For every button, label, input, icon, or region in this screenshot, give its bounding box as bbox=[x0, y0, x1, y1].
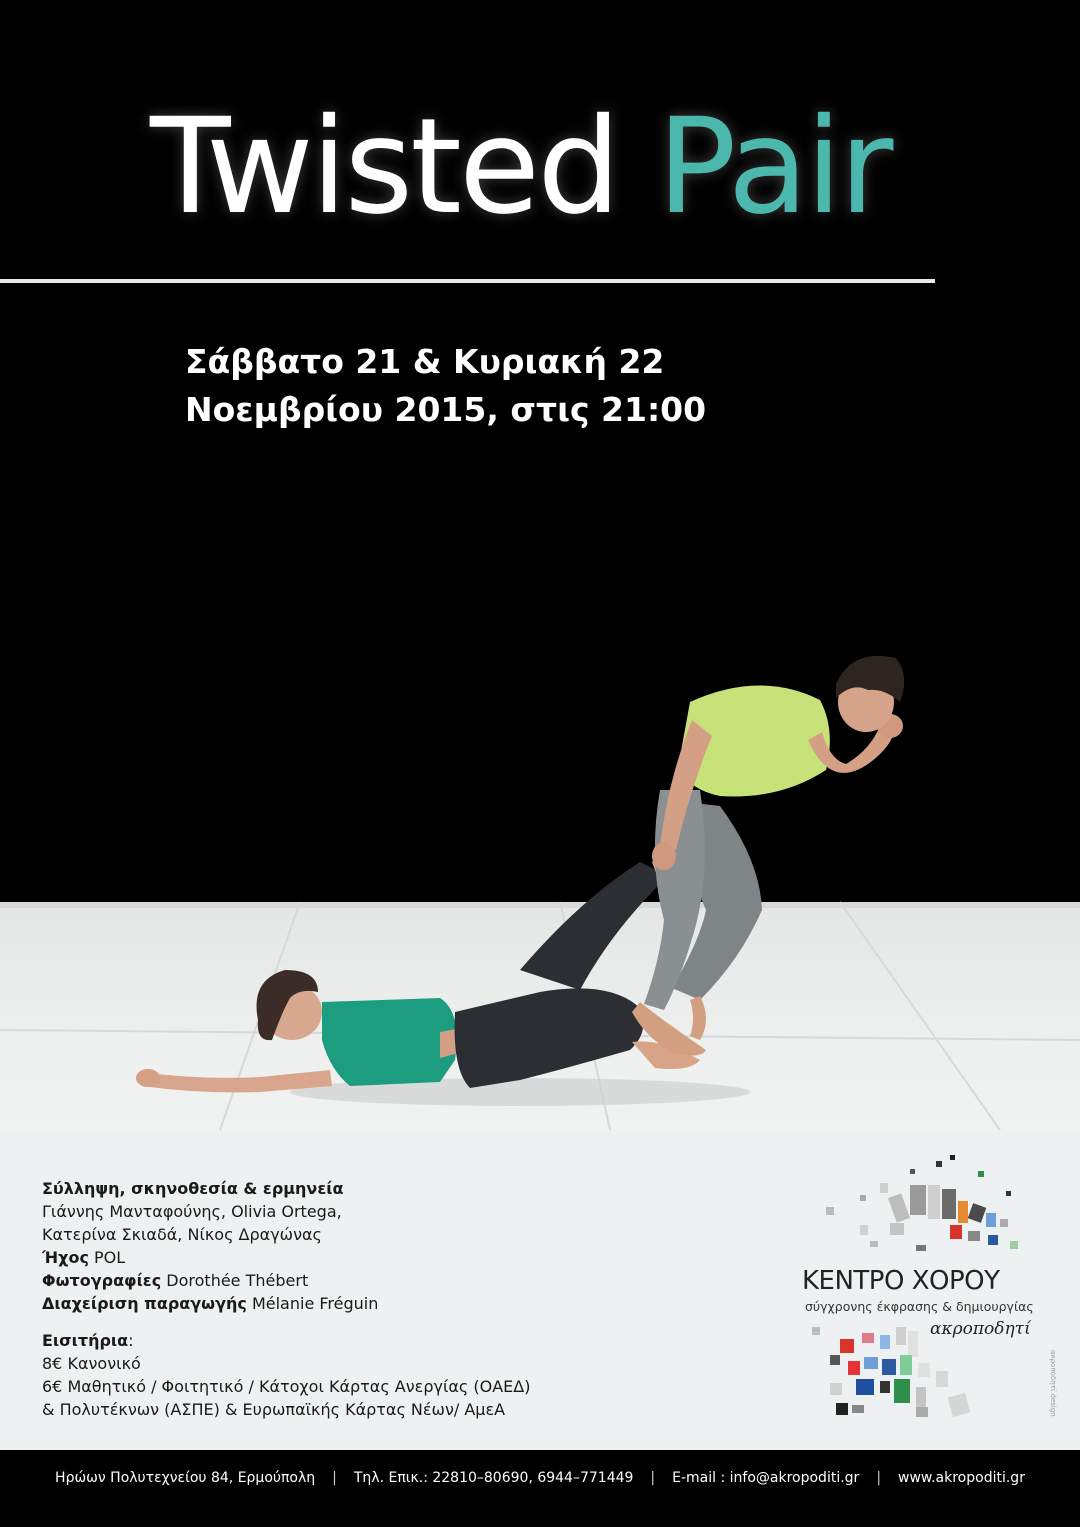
ticket-regular: 8€ Κανονικό bbox=[42, 1354, 141, 1373]
event-date bbox=[185, 338, 885, 434]
concept-label: Σύλληψη, σκηνοθεσία & ερμηνεία bbox=[42, 1179, 344, 1198]
title-part-1: Twisted bbox=[150, 90, 618, 244]
logo-name: ΚΕΝΤΡΟ ΧΟΡΟΥ bbox=[802, 1266, 1000, 1296]
footer-phone: Τηλ. Επικ.: 22810–80690, 6944–771449 bbox=[353, 1470, 634, 1486]
photo-label: Φωτογραφίες bbox=[42, 1271, 162, 1290]
ticket-reduced-line-2: & Πολυτέκνων (ΑΣΠΕ) & Ευρωπαϊκής Κάρτας Νέων/ ΑμεΑ bbox=[42, 1400, 506, 1419]
footer-separator: | bbox=[650, 1470, 656, 1486]
title-part-2: Pair bbox=[656, 90, 891, 244]
credits-block bbox=[42, 1177, 602, 1421]
dancers-photo bbox=[0, 640, 1080, 1130]
production-value: Mélanie Fréguin bbox=[251, 1294, 379, 1313]
tickets-colon: : bbox=[128, 1331, 134, 1350]
footer-contact-row bbox=[0, 1466, 1080, 1490]
date-line-1: Σάββατο 21 & Κυριακή 22 bbox=[185, 342, 665, 381]
logo-script: ακροποδητί bbox=[930, 1319, 1031, 1339]
sound-value: POL bbox=[94, 1248, 126, 1267]
title-divider bbox=[0, 279, 935, 283]
vertical-design-credit: ακροποδητί design bbox=[1049, 1350, 1057, 1417]
footer-separator: | bbox=[876, 1470, 882, 1486]
tickets-label: Εισιτήρια bbox=[42, 1331, 129, 1350]
footer-separator: | bbox=[332, 1470, 337, 1486]
concept-names-line-2: Κατερίνα Σκιαδά, Νίκος Δραγώνας bbox=[42, 1225, 322, 1244]
footer-address: Ηρώων Πολυτεχνείου 84, Ερμούπολη bbox=[55, 1470, 316, 1486]
woman-dancer bbox=[136, 836, 702, 1092]
footer-website[interactable]: www.akropoditi.gr bbox=[898, 1470, 1025, 1486]
logo-subtitle: σύγχρονης έκφρασης & δημιουργίας bbox=[805, 1299, 1034, 1314]
date-line-2: Νοεμβρίου 2015, στις 21:00 bbox=[185, 390, 707, 429]
footer-email[interactable]: E-mail : info@akropoditi.gr bbox=[672, 1470, 860, 1486]
concept-names-line-1: Γιάννης Μανταφούνης, Olivia Ortega, bbox=[42, 1202, 342, 1221]
sound-label: Ήχος bbox=[42, 1248, 89, 1267]
ticket-reduced-line-1: 6€ Μαθητικό / Φοιτητικό / Κάτοχοι Κάρτας Ανεργίας (ΟΑΕΔ) bbox=[42, 1377, 531, 1396]
photo-value: Dorothée Thébert bbox=[166, 1271, 309, 1290]
production-label: Διαχείριση παραγωγής bbox=[42, 1294, 247, 1313]
man-dancer bbox=[632, 656, 904, 1056]
poster-title bbox=[150, 92, 970, 242]
